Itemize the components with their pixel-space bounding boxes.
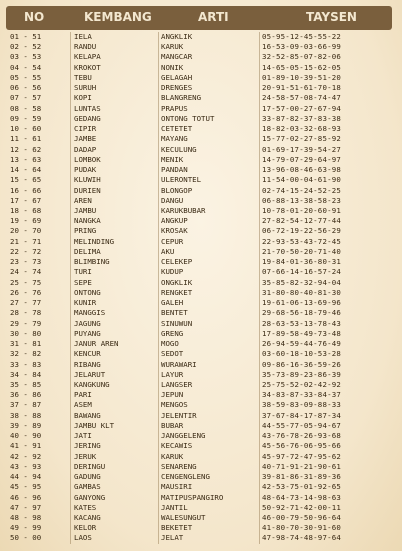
cell-no: 05 - 55 <box>10 72 42 82</box>
cell-kembang: BAWANG <box>74 410 101 420</box>
cell-kembang: PARI <box>74 390 92 400</box>
cell-arti: DANGU <box>161 195 184 205</box>
header-kembang: KEMBANG <box>84 10 152 24</box>
cell-kembang: JAMBU KLT <box>74 420 115 430</box>
cell-taysen: 42-53-75-01-92-65 <box>262 482 342 492</box>
cell-taysen: 16-53-09-03-66-99 <box>262 42 342 52</box>
cell-kembang: GEDANG <box>74 113 101 123</box>
cell-taysen: 39-81-86-31-89-36 <box>262 472 342 482</box>
table-row <box>10 93 394 103</box>
cell-arti: KECULUNG <box>161 144 197 154</box>
cell-kembang: JAMBU <box>74 205 97 215</box>
table-row <box>10 462 394 472</box>
cell-no: 15 - 65 <box>10 175 42 185</box>
cell-kembang: PRING <box>74 226 97 236</box>
table-row <box>10 503 394 513</box>
cell-no: 09 - 59 <box>10 113 42 123</box>
table-row <box>10 175 394 185</box>
cell-kembang: GAMBAS <box>74 482 101 492</box>
cell-no: 50 - 00 <box>10 533 42 543</box>
cell-no: 04 - 54 <box>10 62 42 72</box>
table-row <box>10 52 394 62</box>
cell-arti: CENGENGLENG <box>161 472 210 482</box>
cell-taysen: 25-75-52-02-42-92 <box>262 379 342 389</box>
table-row <box>10 278 394 288</box>
cell-kembang: PUDAK <box>74 165 97 175</box>
cell-taysen: 09-86-16-36-59-26 <box>262 359 342 369</box>
cell-taysen: 31-80-80-40-81-30 <box>262 287 342 297</box>
cell-no: 47 - 97 <box>10 502 42 512</box>
cell-no: 11 - 61 <box>10 134 42 144</box>
cell-arti: WALESUNGUT <box>161 513 206 523</box>
cell-kembang: AREN <box>74 195 92 205</box>
cell-kembang: KELOR <box>74 523 97 533</box>
cell-taysen: 43-76-78-26-93-68 <box>262 431 342 441</box>
cell-no: 07 - 57 <box>10 93 42 103</box>
cell-arti: ANGKLIK <box>161 32 193 41</box>
cell-arti: BEKETET <box>161 523 193 533</box>
cell-arti: CETETET <box>161 124 193 134</box>
cell-no: 42 - 92 <box>10 451 42 461</box>
cell-no: 48 - 98 <box>10 513 42 523</box>
header-arti: ARTI <box>198 10 229 24</box>
cell-no: 03 - 53 <box>10 52 42 62</box>
cell-no: 27 - 77 <box>10 298 42 308</box>
table-row <box>10 155 394 165</box>
table-row <box>10 411 394 421</box>
table-row <box>10 267 394 277</box>
cell-no: 13 - 63 <box>10 154 42 164</box>
dream-table <box>10 32 394 544</box>
cell-kembang: TEBU <box>74 72 92 82</box>
cell-taysen: 07-66-14-16-57-24 <box>262 267 342 277</box>
cell-no: 46 - 96 <box>10 492 42 502</box>
cell-taysen: 20-91-51-61-70-18 <box>262 83 342 93</box>
cell-arti: LANGSER <box>161 379 193 389</box>
cell-arti: KARUK <box>161 42 184 52</box>
cell-arti: PANDAN <box>161 165 188 175</box>
table-row <box>10 370 394 380</box>
cell-no: 01 - 51 <box>10 32 42 41</box>
table-row <box>10 319 394 329</box>
cell-no: 17 - 67 <box>10 195 42 205</box>
cell-arti: GALEH <box>161 298 184 308</box>
cell-taysen: 01-89-10-39-51-20 <box>262 72 342 82</box>
cell-kembang: JERUK <box>74 451 97 461</box>
cell-taysen: 45-56-76-06-95-66 <box>262 441 342 451</box>
cell-taysen: 18-82-03-32-68-93 <box>262 124 342 134</box>
table-row <box>10 441 394 451</box>
cell-kembang: JATI <box>74 431 92 441</box>
cell-arti: KUDUP <box>161 267 184 277</box>
cell-arti: MAYANG <box>161 134 188 144</box>
cell-no: 37 - 87 <box>10 400 42 410</box>
table-row <box>10 134 394 144</box>
cell-kembang: KUNIR <box>74 298 97 308</box>
cell-taysen: 32-52-85-07-82-06 <box>262 52 342 62</box>
cell-taysen: 19-61-06-13-69-96 <box>262 298 342 308</box>
cell-arti: ULERONTEL <box>161 175 202 185</box>
cell-taysen: 34-83-87-33-84-37 <box>262 390 342 400</box>
cell-kembang: CIPIR <box>74 124 97 134</box>
cell-kembang: KACANG <box>74 513 101 523</box>
table-row <box>10 247 394 257</box>
cell-kembang: SURUH <box>74 83 97 93</box>
cell-kembang: GADUNG <box>74 472 101 482</box>
cell-arti: BENTET <box>161 308 188 318</box>
cell-arti: WURAWARI <box>161 359 197 369</box>
cell-no: 44 - 94 <box>10 472 42 482</box>
cell-no: 06 - 56 <box>10 83 42 93</box>
cell-kembang: KLUWIH <box>74 175 101 185</box>
table-row <box>10 298 394 308</box>
cell-no: 32 - 82 <box>10 349 42 359</box>
table-row <box>10 431 394 441</box>
cell-kembang: RIBANG <box>74 359 101 369</box>
cell-taysen: 46-00-79-50-96-64 <box>262 513 342 523</box>
cell-kembang: ASEM <box>74 400 92 410</box>
cell-no: 02 - 52 <box>10 42 42 52</box>
cell-taysen: 45-97-72-47-95-62 <box>262 451 342 461</box>
table-row <box>10 216 394 226</box>
cell-no: 08 - 58 <box>10 103 42 113</box>
table-row <box>10 42 394 52</box>
cell-no: 12 - 62 <box>10 144 42 154</box>
cell-taysen: 11-54-00-04-61-90 <box>262 175 342 185</box>
cell-arti: LAYUR <box>161 369 184 379</box>
cell-no: 43 - 93 <box>10 461 42 471</box>
table-row <box>10 523 394 533</box>
cell-no: 39 - 89 <box>10 420 42 430</box>
table-row <box>10 329 394 339</box>
cell-arti: JANTIL <box>161 502 188 512</box>
table-row <box>10 452 394 462</box>
cell-arti: AKU <box>161 246 175 256</box>
cell-arti: ONGKLIK <box>161 277 193 287</box>
cell-no: 14 - 64 <box>10 165 42 175</box>
cell-arti: JEPUN <box>161 390 184 400</box>
cell-taysen: 02-74-15-24-52-25 <box>262 185 342 195</box>
table-row <box>10 339 394 349</box>
cell-kembang: JERING <box>74 441 101 451</box>
table-header <box>6 6 392 30</box>
cell-no: 36 - 86 <box>10 390 42 400</box>
cell-arti: MENIK <box>161 154 184 164</box>
cell-taysen: 15-77-02-27-85-92 <box>262 134 342 144</box>
cell-kembang: JAGUNG <box>74 318 101 328</box>
cell-arti: SEDOT <box>161 349 184 359</box>
table-row <box>10 482 394 492</box>
cell-no: 38 - 88 <box>10 410 42 420</box>
cell-no: 10 - 60 <box>10 124 42 134</box>
cell-arti: PRAPUS <box>161 103 188 113</box>
cell-kembang: DELIMA <box>74 246 101 256</box>
header-taysen: TAYSEN <box>306 10 357 24</box>
table-row <box>10 349 394 359</box>
cell-no: 28 - 78 <box>10 308 42 318</box>
cell-taysen: 29-68-56-18-79-46 <box>262 308 342 318</box>
table-row <box>10 145 394 155</box>
table-row <box>10 124 394 134</box>
cell-taysen: 13-96-08-46-63-98 <box>262 165 342 175</box>
cell-no: 19 - 69 <box>10 216 42 226</box>
cell-taysen: 35-85-82-32-94-04 <box>262 277 342 287</box>
table-row <box>10 63 394 73</box>
cell-taysen: 40-71-91-21-90-61 <box>262 461 342 471</box>
cell-no: 23 - 73 <box>10 257 42 267</box>
cell-arti: ANGKUP <box>161 216 188 226</box>
table-row <box>10 73 394 83</box>
table-row <box>10 421 394 431</box>
cell-taysen: 28-63-53-13-78-43 <box>262 318 342 328</box>
cell-arti: ONTONG TOTUT <box>161 113 215 123</box>
cell-kembang: PUYANG <box>74 328 101 338</box>
cell-arti: MOGO <box>161 339 179 349</box>
cell-kembang: IELA <box>74 32 92 41</box>
cell-arti: JELAT <box>161 533 184 543</box>
cell-taysen: 14-65-05-15-62-05 <box>262 62 342 72</box>
cell-arti: BLANGRENG <box>161 93 202 103</box>
cell-kembang: MELINDING <box>74 236 115 246</box>
cell-taysen: 26-94-59-44-76-49 <box>262 339 342 349</box>
table-row <box>10 226 394 236</box>
cell-no: 18 - 68 <box>10 205 42 215</box>
cell-taysen: 27-82-54-12-77-44 <box>262 216 342 226</box>
cell-arti: CELEKEP <box>161 257 193 267</box>
cell-taysen: 38-59-83-09-88-33 <box>262 400 342 410</box>
cell-arti: KECAWIS <box>161 441 193 451</box>
cell-taysen: 44-55-77-05-94-67 <box>262 420 342 430</box>
cell-taysen: 48-64-73-14-98-63 <box>262 492 342 502</box>
cell-arti: GRENG <box>161 328 184 338</box>
cell-taysen: 03-60-18-10-53-28 <box>262 349 342 359</box>
table-row <box>10 114 394 124</box>
cell-arti: KARUK <box>161 451 184 461</box>
table-row <box>10 186 394 196</box>
cell-taysen: 37-67-84-17-87-34 <box>262 410 342 420</box>
cell-arti: CEPUR <box>161 236 184 246</box>
cell-kembang: JELARUT <box>74 369 106 379</box>
cell-taysen: 19-84-01-36-80-31 <box>262 257 342 267</box>
cell-no: 16 - 66 <box>10 185 42 195</box>
cell-taysen: 33-87-82-37-83-38 <box>262 113 342 123</box>
cell-taysen: 41-80-70-30-91-60 <box>262 523 342 533</box>
cell-kembang: KENCUR <box>74 349 101 359</box>
cell-kembang: RANDU <box>74 42 97 52</box>
table-row <box>10 257 394 267</box>
table-row <box>10 380 394 390</box>
cell-taysen: 01-69-17-39-54-27 <box>262 144 342 154</box>
cell-taysen: 17-57-00-27-67-94 <box>262 103 342 113</box>
cell-taysen: 14-79-07-29-64-97 <box>262 154 342 164</box>
cell-kembang: KOPI <box>74 93 92 103</box>
cell-no: 45 - 95 <box>10 482 42 492</box>
cell-kembang: LAOS <box>74 533 92 543</box>
cell-taysen: 35-73-89-23-86-39 <box>262 369 342 379</box>
cell-arti: BUBAR <box>161 420 184 430</box>
cell-kembang: DERINGU <box>74 461 106 471</box>
cell-no: 25 - 75 <box>10 277 42 287</box>
table-row <box>10 237 394 247</box>
cell-kembang: SEPE <box>74 277 92 287</box>
cell-arti: NONIK <box>161 62 184 72</box>
table-row <box>10 400 394 410</box>
cell-arti: RENGKET <box>161 287 193 297</box>
table-row <box>10 533 394 543</box>
table-row <box>10 165 394 175</box>
table-row <box>10 308 394 318</box>
cell-no: 49 - 99 <box>10 523 42 533</box>
cell-kembang: KATES <box>74 502 97 512</box>
cell-kembang: DADAP <box>74 144 97 154</box>
cell-arti: SINUWUN <box>161 318 193 328</box>
cell-no: 24 - 74 <box>10 267 42 277</box>
cell-no: 41 - 91 <box>10 441 42 451</box>
cell-arti: BLONGOP <box>161 185 193 195</box>
table-row <box>10 288 394 298</box>
header-no: NO <box>24 10 45 24</box>
cell-arti: MATIPUSPANGIRO <box>161 492 224 502</box>
cell-taysen: 05-95-12-45-55-22 <box>262 32 342 41</box>
table-row <box>10 493 394 503</box>
cell-taysen: 10-78-01-20-60-91 <box>262 205 342 215</box>
table-row <box>10 360 394 370</box>
table-row <box>10 390 394 400</box>
cell-no: 40 - 90 <box>10 431 42 441</box>
cell-no: 33 - 83 <box>10 359 42 369</box>
cell-kembang: KANGKUNG <box>74 379 110 389</box>
cell-arti: KROSAK <box>161 226 188 236</box>
cell-arti: JANGGELENG <box>161 431 206 441</box>
cell-taysen: 17-89-58-49-73-48 <box>262 328 342 338</box>
table-row <box>10 206 394 216</box>
cell-kembang: KROKOT <box>74 62 101 72</box>
cell-arti: GELAGAH <box>161 72 193 82</box>
cell-no: 21 - 71 <box>10 236 42 246</box>
cell-taysen: 24-58-57-08-74-47 <box>262 93 342 103</box>
cell-kembang: KELAPA <box>74 52 101 62</box>
cell-arti: SENARENG <box>161 461 197 471</box>
cell-no: 20 - 70 <box>10 226 42 236</box>
cell-kembang: GANYONG <box>74 492 106 502</box>
cell-kembang: BLIMBING <box>74 257 110 267</box>
cell-taysen: 22-93-53-43-72-45 <box>262 236 342 246</box>
cell-kembang: MANGGIS <box>74 308 106 318</box>
cell-taysen: 21-70-50-20-71-40 <box>262 246 342 256</box>
table-row <box>10 104 394 114</box>
cell-arti: MANGCAR <box>161 52 193 62</box>
table-row <box>10 196 394 206</box>
cell-taysen: 50-92-71-42-00-11 <box>262 502 342 512</box>
cell-no: 34 - 84 <box>10 369 42 379</box>
cell-arti: MAUSIRI <box>161 482 193 492</box>
table-row <box>10 513 394 523</box>
cell-taysen: 47-98-74-48-97-64 <box>262 533 342 543</box>
cell-kembang: TURI <box>74 267 92 277</box>
table-row <box>10 472 394 482</box>
cell-arti: KARUKBUBAR <box>161 205 206 215</box>
cell-no: 30 - 80 <box>10 328 42 338</box>
cell-arti: DRENGES <box>161 83 193 93</box>
cell-no: 29 - 79 <box>10 318 42 328</box>
cell-arti: MENGOS <box>161 400 188 410</box>
cell-kembang: JAMBE <box>74 134 97 144</box>
cell-kembang: LOMBOK <box>74 154 101 164</box>
cell-no: 22 - 72 <box>10 246 42 256</box>
cell-taysen: 06-72-19-22-56-29 <box>262 226 342 236</box>
cell-taysen: 06-88-13-38-58-23 <box>262 195 342 205</box>
table-row <box>10 83 394 93</box>
cell-kembang: LUNTAS <box>74 103 101 113</box>
cell-no: 31 - 81 <box>10 339 42 349</box>
cell-no: 35 - 85 <box>10 379 42 389</box>
table-row <box>10 32 394 42</box>
cell-kembang: JANUR AREN <box>74 339 119 349</box>
cell-kembang: ONTONG <box>74 287 101 297</box>
cell-arti: JELENTIR <box>161 410 197 420</box>
cell-kembang: NANGKA <box>74 216 101 226</box>
cell-kembang: DURIEN <box>74 185 101 195</box>
cell-no: 26 - 76 <box>10 287 42 297</box>
